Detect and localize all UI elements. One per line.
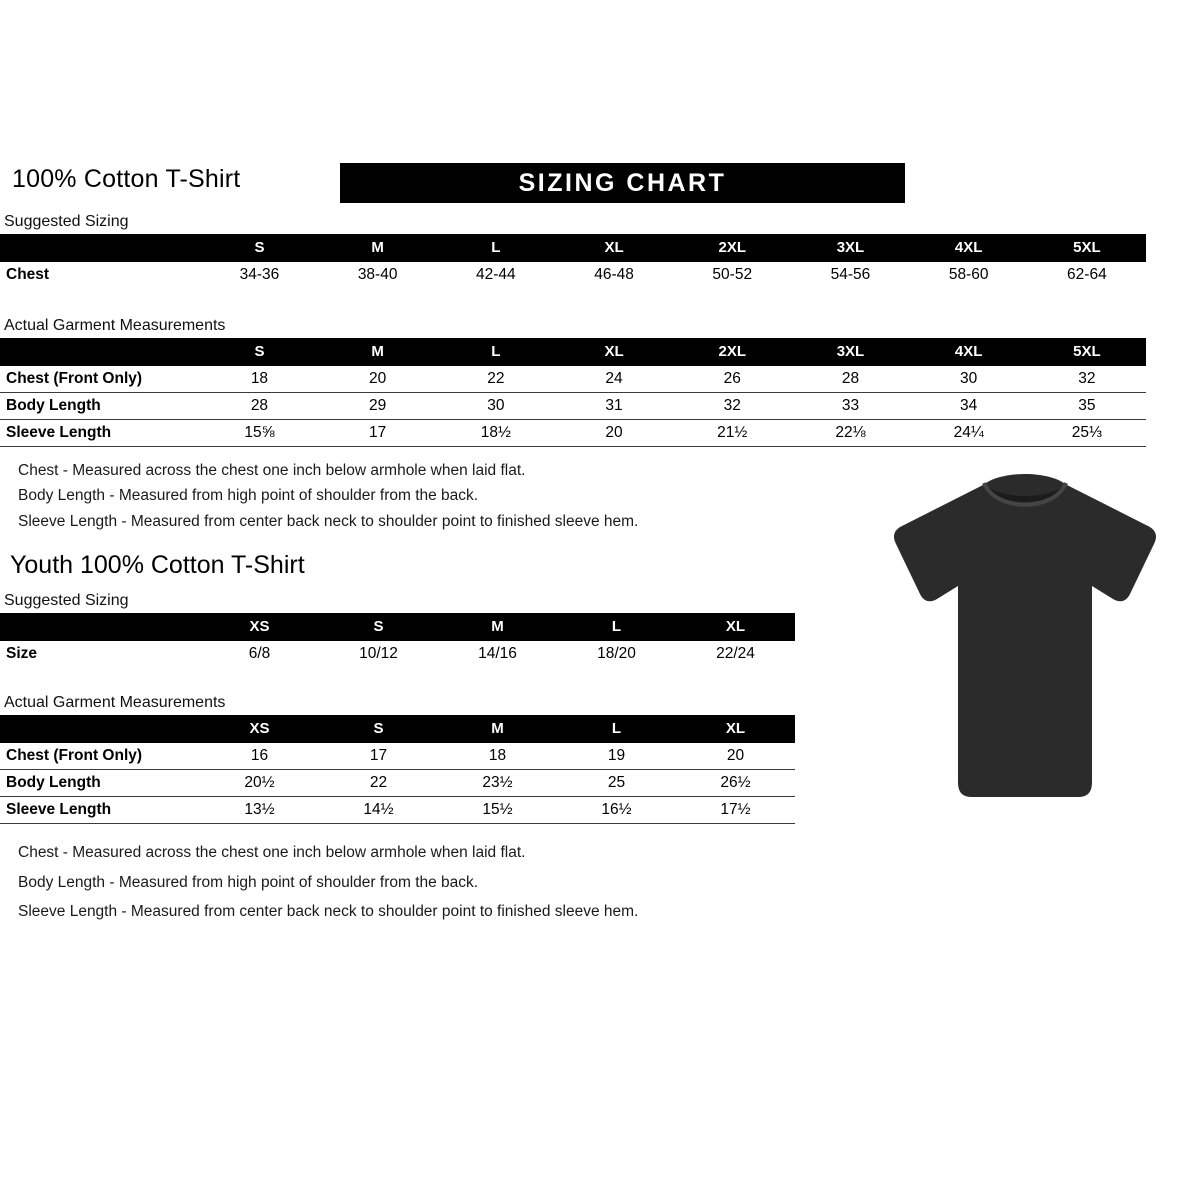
col-header: XL bbox=[555, 234, 673, 262]
table-row bbox=[0, 420, 1146, 447]
cell: 50-52 bbox=[673, 262, 791, 288]
col-header: S bbox=[200, 338, 318, 366]
cell: 20 bbox=[555, 420, 673, 447]
col-header bbox=[0, 234, 200, 262]
cell: 16½ bbox=[557, 797, 676, 824]
cell: 17 bbox=[319, 420, 437, 447]
col-header bbox=[0, 338, 200, 366]
cell: 29 bbox=[319, 393, 437, 420]
youth-suggested-sizing-table bbox=[0, 613, 795, 667]
cell: 35 bbox=[1028, 393, 1146, 420]
col-header: L bbox=[557, 715, 676, 743]
cell: 58-60 bbox=[910, 262, 1028, 288]
cell: 54-56 bbox=[791, 262, 909, 288]
col-header: 5XL bbox=[1028, 234, 1146, 262]
cell: 38-40 bbox=[319, 262, 437, 288]
cell: 42-44 bbox=[437, 262, 555, 288]
cell: 62-64 bbox=[1028, 262, 1146, 288]
sizing-chart-banner-label: SIZING CHART bbox=[518, 169, 727, 197]
cell: 18½ bbox=[437, 420, 555, 447]
cell: 32 bbox=[673, 393, 791, 420]
youth-note-chest: Chest - Measured across the chest one inch below armhole when laid flat. bbox=[18, 844, 526, 861]
adult-section-title: 100% Cotton T-Shirt bbox=[12, 165, 241, 193]
adult-suggested-sizing-label: Suggested Sizing bbox=[4, 213, 129, 230]
table-row bbox=[0, 797, 795, 824]
cell: 15⅝ bbox=[200, 420, 318, 447]
youth-note-body-length: Body Length - Measured from high point of shoulder from the back. bbox=[18, 874, 479, 891]
cell: 22 bbox=[319, 770, 438, 797]
cell: 14½ bbox=[319, 797, 438, 824]
cell: 22⅛ bbox=[791, 420, 909, 447]
cell: 33 bbox=[791, 393, 909, 420]
cell: 46-48 bbox=[555, 262, 673, 288]
col-header: 2XL bbox=[673, 234, 791, 262]
adult-actual-measurements-label: Actual Garment Measurements bbox=[4, 317, 226, 334]
col-header: 2XL bbox=[673, 338, 791, 366]
col-header: M bbox=[319, 234, 437, 262]
cell: 26½ bbox=[676, 770, 795, 797]
col-header bbox=[0, 715, 200, 743]
col-header: 4XL bbox=[910, 234, 1028, 262]
tshirt-shape bbox=[894, 474, 1156, 797]
col-header: M bbox=[319, 338, 437, 366]
cell: 34 bbox=[910, 393, 1028, 420]
cell: 14/16 bbox=[438, 641, 557, 667]
cell: 21½ bbox=[673, 420, 791, 447]
cell: 10/12 bbox=[319, 641, 438, 667]
youth-actual-measurements-table bbox=[0, 715, 795, 824]
cell: 19 bbox=[557, 743, 676, 770]
cell: 20 bbox=[319, 366, 437, 393]
col-header: XL bbox=[676, 715, 795, 743]
cell: 28 bbox=[200, 393, 318, 420]
table-row bbox=[0, 262, 1146, 288]
col-header: 3XL bbox=[791, 234, 909, 262]
cell: 30 bbox=[910, 366, 1028, 393]
cell: 17½ bbox=[676, 797, 795, 824]
col-header: M bbox=[438, 613, 557, 641]
col-header: XL bbox=[676, 613, 795, 641]
cell: 28 bbox=[791, 366, 909, 393]
sizing-chart-banner bbox=[340, 163, 905, 203]
cell: 32 bbox=[1028, 366, 1146, 393]
col-header: L bbox=[437, 338, 555, 366]
cell: 18 bbox=[200, 366, 318, 393]
row-label: Size bbox=[0, 641, 200, 667]
cell: 15½ bbox=[438, 797, 557, 824]
cell: 23½ bbox=[438, 770, 557, 797]
adult-actual-measurements-table bbox=[0, 338, 1146, 447]
tshirt-illustration bbox=[880, 470, 1170, 810]
cell: 24¼ bbox=[910, 420, 1028, 447]
row-label: Chest (Front Only) bbox=[0, 366, 200, 393]
table-row bbox=[0, 393, 1146, 420]
cell: 25 bbox=[557, 770, 676, 797]
table-header-row bbox=[0, 715, 795, 743]
col-header: S bbox=[200, 234, 318, 262]
cell: 24 bbox=[555, 366, 673, 393]
adult-note-chest: Chest - Measured across the chest one inch below armhole when laid flat. bbox=[18, 462, 526, 479]
table-header-row bbox=[0, 234, 1146, 262]
col-header bbox=[0, 613, 200, 641]
cell: 13½ bbox=[200, 797, 319, 824]
cell: 26 bbox=[673, 366, 791, 393]
cell: 31 bbox=[555, 393, 673, 420]
row-label: Chest bbox=[0, 262, 200, 288]
table-row bbox=[0, 366, 1146, 393]
youth-suggested-sizing-label: Suggested Sizing bbox=[4, 592, 129, 609]
table-header-row bbox=[0, 338, 1146, 366]
row-label: Chest (Front Only) bbox=[0, 743, 200, 770]
cell: 16 bbox=[200, 743, 319, 770]
col-header: L bbox=[557, 613, 676, 641]
cell: 25⅓ bbox=[1028, 420, 1146, 447]
table-row bbox=[0, 743, 795, 770]
row-label: Sleeve Length bbox=[0, 797, 200, 824]
table-header-row bbox=[0, 613, 795, 641]
col-header: S bbox=[319, 715, 438, 743]
cell: 22 bbox=[437, 366, 555, 393]
adult-note-body-length: Body Length - Measured from high point of shoulder from the back. bbox=[18, 487, 479, 504]
adult-note-sleeve-length: Sleeve Length - Measured from center back neck to shoulder point to finished sleeve hem. bbox=[18, 513, 639, 530]
col-header: S bbox=[319, 613, 438, 641]
col-header: 5XL bbox=[1028, 338, 1146, 366]
col-header: XS bbox=[200, 613, 319, 641]
cell: 18/20 bbox=[557, 641, 676, 667]
table-row bbox=[0, 641, 795, 667]
cell: 20 bbox=[676, 743, 795, 770]
col-header: M bbox=[438, 715, 557, 743]
youth-section-title: Youth 100% Cotton T-Shirt bbox=[10, 551, 305, 579]
col-header: XS bbox=[200, 715, 319, 743]
cell: 30 bbox=[437, 393, 555, 420]
youth-actual-measurements-label: Actual Garment Measurements bbox=[4, 694, 226, 711]
cell: 34-36 bbox=[200, 262, 318, 288]
cell: 22/24 bbox=[676, 641, 795, 667]
adult-suggested-sizing-table bbox=[0, 234, 1146, 288]
col-header: L bbox=[437, 234, 555, 262]
cell: 20½ bbox=[200, 770, 319, 797]
youth-note-sleeve-length: Sleeve Length - Measured from center back neck to shoulder point to finished sleeve hem. bbox=[18, 903, 639, 920]
col-header: XL bbox=[555, 338, 673, 366]
cell: 17 bbox=[319, 743, 438, 770]
cell: 6/8 bbox=[200, 641, 319, 667]
row-label: Body Length bbox=[0, 770, 200, 797]
col-header: 3XL bbox=[791, 338, 909, 366]
row-label: Sleeve Length bbox=[0, 420, 200, 447]
row-label: Body Length bbox=[0, 393, 200, 420]
table-row bbox=[0, 770, 795, 797]
col-header: 4XL bbox=[910, 338, 1028, 366]
cell: 18 bbox=[438, 743, 557, 770]
